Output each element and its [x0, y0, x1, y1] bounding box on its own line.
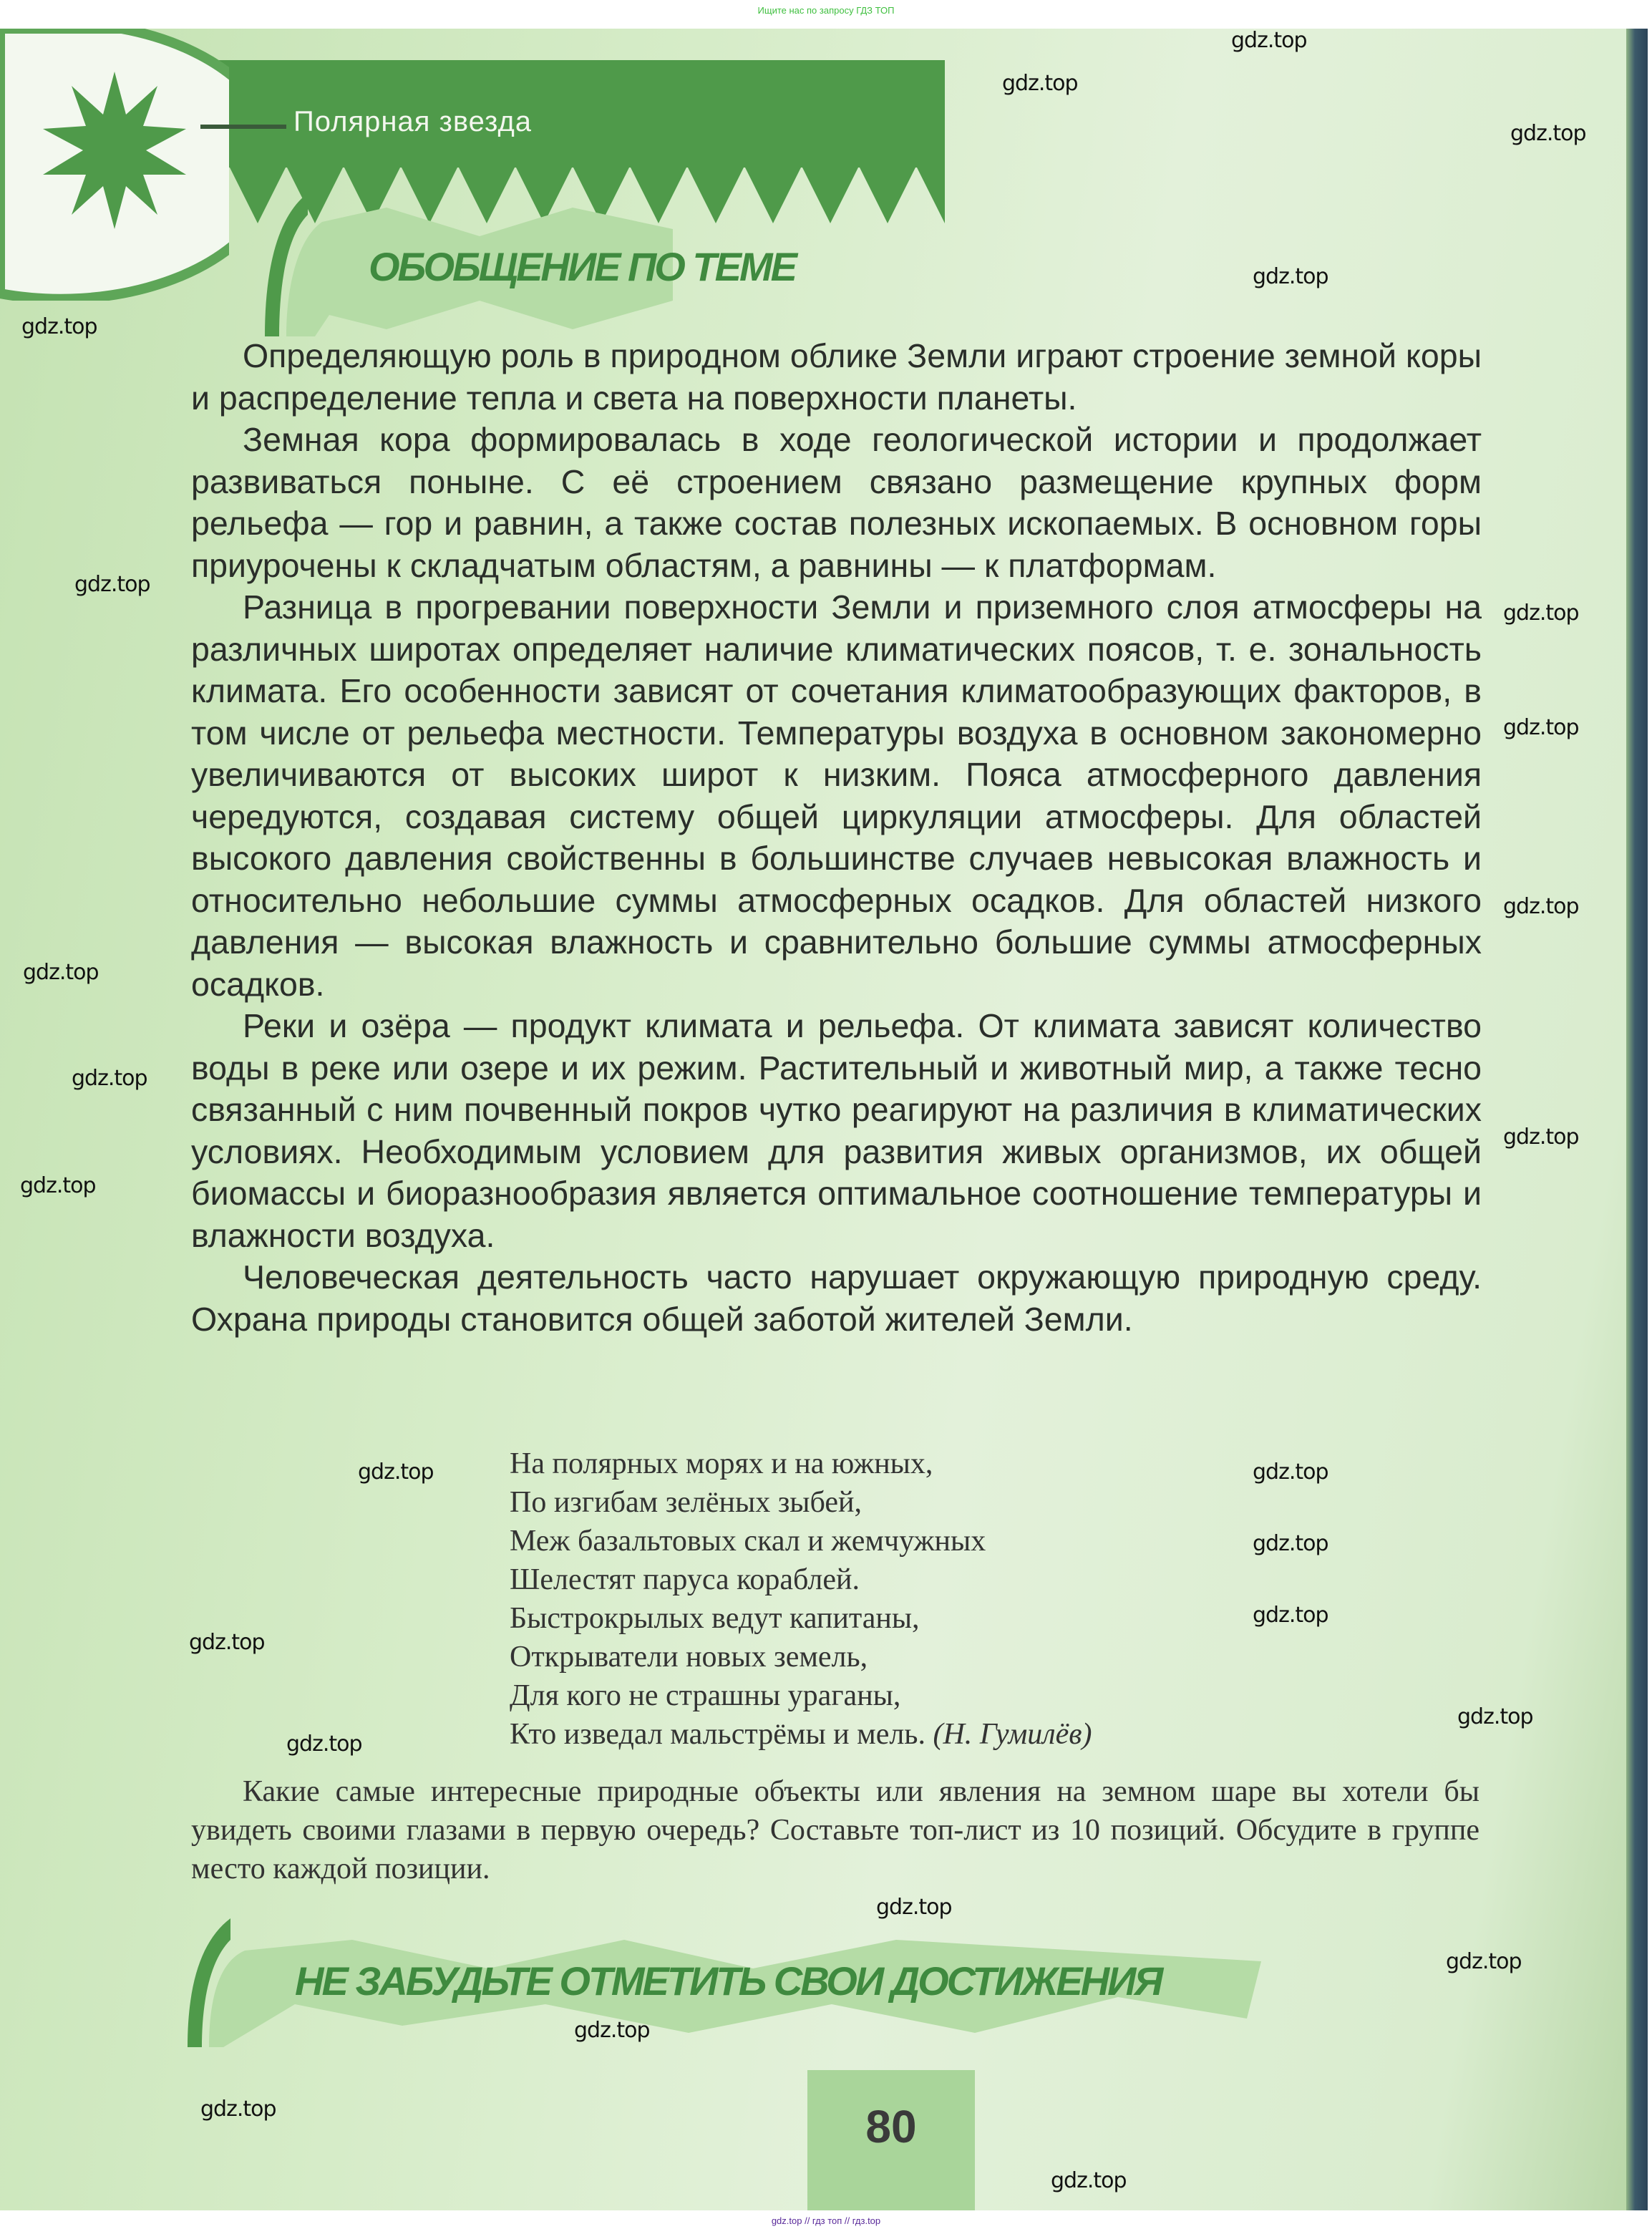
- poem-line: [510, 1715, 1092, 1754]
- watermark: gdz.top: [1503, 715, 1579, 740]
- watermark: gdz.top: [1446, 1949, 1522, 1974]
- paragraph: Реки и озёра — продукт климата и рельефа. От климата зависят количество воды в реке или озере и их режим. Растительный и животный мир, а также тесно связанный с ним почвенный покров чутко реагируют на различия в климатических условиях. Необходимым условием для развития живых организмов, их общей биомассы и биоразнообразия является оптимальное соотношение температуры и влажности воздуха.: [191, 1007, 1482, 1254]
- watermark: gdz.top: [1503, 601, 1579, 626]
- watermark: gdz.top: [1503, 1125, 1579, 1150]
- watermark: gdz.top: [1253, 264, 1328, 289]
- paragraph: Человеческая деятельность часто нарушает окружающую природную среду. Охрана природы становится общей заботой жителей Земли.: [191, 1258, 1482, 1338]
- watermark: gdz.top: [74, 572, 150, 597]
- poem-line: По изгибам зелёных зыбей,: [510, 1486, 862, 1519]
- watermark: gdz.top: [21, 314, 97, 339]
- section-title: Полярная звезда: [293, 106, 533, 137]
- watermark: gdz.top: [1253, 1603, 1328, 1628]
- poem-line: Открыватели новых земель,: [510, 1641, 868, 1674]
- next-page-edge: [1626, 29, 1648, 2210]
- summary-title: ОБОБЩЕНИЕ ПО ТЕМЕ: [369, 244, 795, 289]
- bottom-banner: [0, 2210, 1652, 2234]
- page-number: 80: [865, 2101, 917, 2152]
- top-banner: [0, 0, 1652, 29]
- top-banner-text: Ищите нас по запросу ГДЗ ТОП: [757, 5, 895, 16]
- poem-line: Быстрокрылых ведут капитаны,: [510, 1602, 920, 1635]
- poem-line: Для кого не страшны ураганы,: [510, 1679, 901, 1712]
- header-band: [129, 60, 945, 167]
- watermark: gdz.top: [286, 1732, 362, 1757]
- poem-line: На полярных морях и на южных,: [510, 1447, 933, 1480]
- paragraph: Земная кора формировалась в ходе геологической истории и продолжает развиваться поныне. С её строением связано размещение крупных форм рельефа — гор и равнин, а также состав полезных ископаемых. В основном горы приурочены к складчатым областям, а равнины — к платформам.: [191, 421, 1482, 584]
- poem-line: Меж базальтовых скал и жемчужных: [510, 1525, 986, 1558]
- achievements-title: НЕ ЗАБУДЬТЕ ОТМЕТИТЬ СВОИ ДОСТИЖЕНИЯ: [295, 1958, 1162, 2004]
- watermark: gdz.top: [23, 960, 99, 985]
- polar-star-icon: [43, 72, 186, 229]
- poem-author: (Н. Гумилёв): [933, 1718, 1092, 1751]
- bottom-banner-text: gdz.top // гдз топ // гдз.top: [771, 2215, 881, 2226]
- paragraph: Определяющую роль в природном облике Земли играют строение земной коры и распределение тепла и света на поверхности планеты.: [191, 337, 1482, 417]
- watermark: gdz.top: [1253, 1531, 1328, 1556]
- watermark: gdz.top: [1002, 71, 1078, 96]
- header-divider: [200, 125, 286, 129]
- poem-line: Шелестят паруса кораблей.: [510, 1563, 860, 1596]
- watermark: gdz.top: [200, 2097, 276, 2122]
- summary-text: [191, 335, 1482, 1340]
- paragraph: Разница в прогревании поверхности Земли и приземного слоя атмосферы на различных широтах определяет наличие климатических поясов, т. е. зональность климата. Его особенности зависят от сочетания климатообразующих факторов, в том числе от рельефа местности. Температуры воздуха в основном закономерно увеличиваются от высоких широт к низким. Пояса атмосферного давления чередуются, создавая систему общей циркуляции атмосферы. Для областей высокого давления свойственны в большинстве случаев невысокая влажность и относительно небольшие суммы атмосферных осадков. Для областей низкого давления — высокая влажность и сравнительно большие суммы атмосферных осадков.: [191, 588, 1482, 1003]
- poem: [510, 1444, 1092, 1754]
- watermark: gdz.top: [574, 2018, 650, 2043]
- watermark: gdz.top: [20, 1173, 96, 1198]
- watermark: gdz.top: [1510, 121, 1586, 146]
- watermark: gdz.top: [1051, 2168, 1127, 2193]
- watermark: gdz.top: [1253, 1460, 1328, 1485]
- textbook-page: [0, 29, 1626, 2210]
- watermark: gdz.top: [1457, 1704, 1533, 1729]
- achievements-ribbon: [188, 1918, 1276, 2047]
- poem-line-text: Кто изведал мальстрёмы и мель.: [510, 1718, 925, 1751]
- page-number-box: [807, 2070, 975, 2210]
- watermark: gdz.top: [876, 1895, 952, 1920]
- watermark: gdz.top: [358, 1460, 434, 1485]
- watermark: gdz.top: [189, 1630, 265, 1655]
- watermark: gdz.top: [1503, 894, 1579, 919]
- watermark: gdz.top: [72, 1066, 147, 1091]
- summary-ribbon: [243, 193, 1188, 336]
- discussion-question: Какие самые интересные природные объекты или явления на земном шаре вы хотели бы увидеть своими глазами в первую очередь? Составьте топ-лист из 10 позиций. Обсудите в группе место каждой позиции.: [191, 1775, 1479, 1885]
- watermark: gdz.top: [1231, 28, 1307, 53]
